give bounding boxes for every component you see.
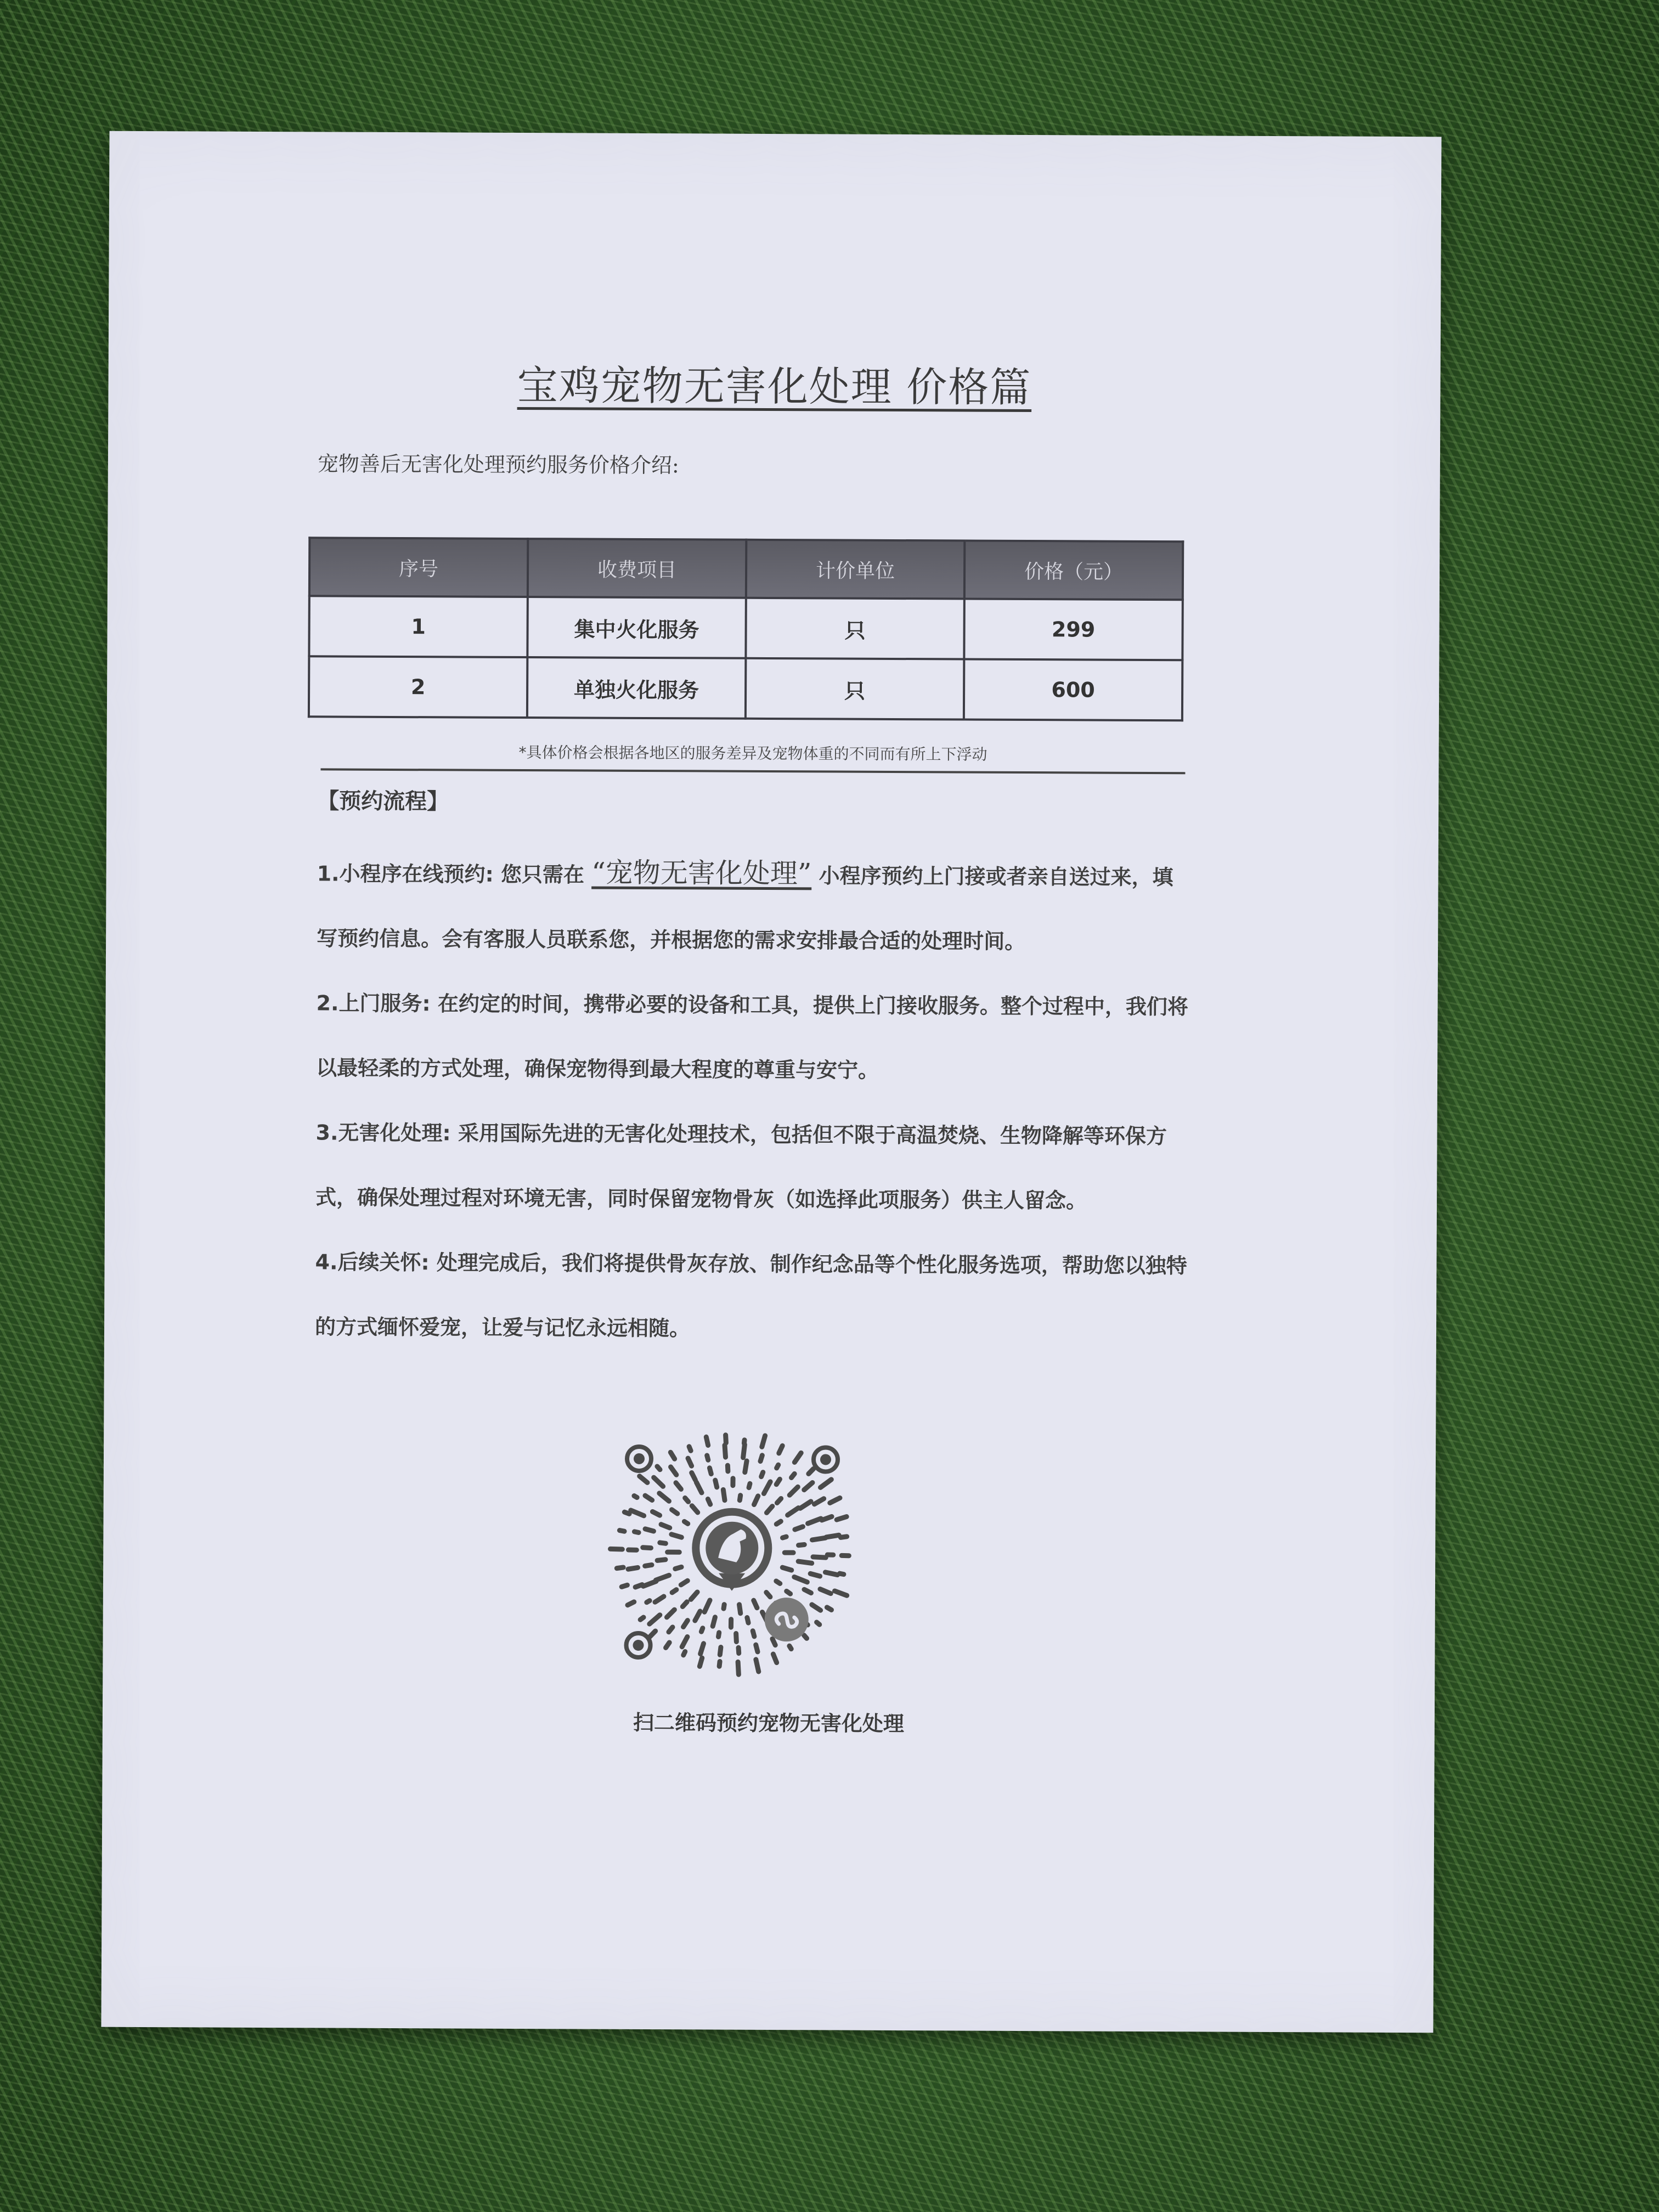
qr-dash — [684, 1651, 685, 1655]
table-row — [309, 656, 1182, 720]
qr-dash — [699, 1658, 702, 1666]
qr-dash — [812, 1605, 821, 1610]
qr-dash — [754, 1600, 757, 1608]
qr-dash — [628, 1602, 634, 1605]
qr-dash — [760, 1455, 762, 1462]
qr-dash — [718, 1633, 719, 1637]
qr-dash — [747, 1618, 748, 1623]
qr-dash — [634, 1532, 639, 1533]
qr-dash — [691, 1592, 697, 1599]
qr-dash — [739, 1605, 740, 1613]
qr-dash — [795, 1527, 803, 1530]
header-unit: 计价单位 — [746, 540, 964, 599]
qr-dash — [773, 1654, 776, 1663]
qr-dash — [789, 1487, 798, 1495]
qr-dash — [777, 1498, 781, 1503]
row-unit: 只 — [746, 658, 964, 720]
qr-dash — [647, 1601, 650, 1602]
qr-dash — [704, 1600, 710, 1612]
step-lead: 2.上门服务: — [316, 991, 431, 1016]
qr-dash — [695, 1611, 700, 1621]
qr-dash — [672, 1534, 681, 1537]
table-header-row — [309, 538, 1183, 600]
qr-dash — [670, 1452, 674, 1459]
qr-dash — [817, 1622, 820, 1624]
step-text: 小程序预约上门接或者亲自送过来，填写预约信息。会有客服人员联系您，并根据您的需求安排最合适的处理时间。 — [317, 863, 1173, 954]
qr-dash — [643, 1581, 656, 1586]
qr-dash — [688, 1458, 692, 1466]
document-title: 宝鸡宠物无害化处理 价格篇 — [517, 362, 1032, 412]
qr-dash — [624, 1512, 629, 1514]
qr-dash — [813, 1557, 826, 1558]
qr-dash — [685, 1498, 689, 1502]
qr-dash — [837, 1516, 847, 1520]
qr-dash — [798, 1561, 812, 1563]
qr-dash — [689, 1447, 691, 1451]
qr-dash — [826, 1535, 839, 1537]
header-no: 序号 — [309, 538, 528, 597]
qr-dash — [654, 1477, 663, 1486]
step-text: 您只需在 — [500, 861, 585, 887]
qr-dash — [657, 1560, 665, 1561]
qr-dash — [727, 1465, 728, 1471]
qr-dash — [788, 1508, 799, 1515]
process-step-2 — [316, 970, 1189, 1104]
step-text: 处理完成后，我们将提供骨灰存放、制作纪念品等个性化服务选项，帮助您以独特的方式缅怀爱宠，让爱与记忆永远相随。 — [314, 1250, 1187, 1341]
qr-dash — [766, 1506, 772, 1513]
qr-dash — [753, 1631, 754, 1637]
qr-dash — [764, 1482, 770, 1494]
qr-dash — [804, 1635, 806, 1639]
qr-dash — [684, 1521, 687, 1523]
qr-dash — [701, 1628, 703, 1632]
qr-dash — [810, 1573, 820, 1576]
qr-dash — [794, 1577, 808, 1582]
qr-dash — [669, 1627, 673, 1632]
printed-document — [101, 131, 1441, 2033]
qr-dash — [681, 1581, 687, 1585]
qr-dash — [840, 1537, 847, 1538]
row-item: 集中火化服务 — [527, 597, 746, 658]
qr-dash — [792, 1474, 795, 1477]
row-no: 2 — [309, 656, 527, 718]
qr-dash — [799, 1544, 805, 1545]
qr-finder-ring — [820, 1454, 831, 1465]
step-text: 采用国际先进的无害化处理技术，包括但不限于高温焚烧、生物降解等环保方式，确保处理过程对环境无害，同时保留宠物骨灰（如选择此项服务）供主人留念。 — [315, 1120, 1167, 1213]
qr-dash — [696, 1482, 702, 1493]
qr-dash — [619, 1531, 624, 1532]
row-price: 600 — [964, 659, 1182, 721]
qr-dash — [715, 1480, 717, 1487]
qr-dash — [628, 1567, 637, 1569]
mini-program-name: “宠物无害化处理” — [591, 856, 812, 890]
qr-dash — [834, 1591, 847, 1595]
qr-dash — [743, 1444, 745, 1458]
header-item: 收费项目 — [528, 539, 746, 598]
process-step-1 — [317, 839, 1189, 974]
qr-finder-ring — [634, 1453, 645, 1464]
qr-dash — [692, 1472, 696, 1480]
qr-dash — [830, 1498, 840, 1503]
qr-dash — [661, 1525, 670, 1528]
price-intro: 宠物善后无害化处理预约服务价格介绍: — [317, 452, 679, 478]
qr-dash — [640, 1617, 644, 1620]
qr-dash — [745, 1461, 747, 1472]
qr-dash — [776, 1521, 781, 1524]
qr-dash — [809, 1469, 814, 1474]
qr-dash — [650, 1615, 660, 1624]
step-lead: 4.后续关怀: — [315, 1250, 430, 1275]
qr-dash — [736, 1634, 737, 1642]
table-row — [309, 596, 1182, 660]
qr-dash — [650, 1631, 656, 1637]
qr-dash — [777, 1465, 778, 1468]
qr-dash — [756, 1660, 759, 1672]
row-item: 单独火化服务 — [527, 657, 746, 719]
qr-dash — [772, 1639, 775, 1645]
price-table — [308, 537, 1184, 721]
qr-dash — [794, 1453, 801, 1462]
qr-dash — [725, 1445, 726, 1457]
qr-dash — [652, 1511, 659, 1515]
qr-dash — [701, 1644, 704, 1654]
qr-dash — [617, 1567, 623, 1568]
qr-dash — [789, 1646, 791, 1649]
qr-dash — [827, 1607, 831, 1610]
qr-dash — [634, 1496, 637, 1498]
qr-finder-ring — [633, 1640, 644, 1651]
qr-dash — [761, 1472, 763, 1477]
qr-dash — [645, 1529, 653, 1531]
qr-dash — [749, 1483, 750, 1487]
step-text: 在约定的时间，携带必要的设备和工具，提供上门接收服务。整个过程中，我们将以最轻柔的方式处理，确保宠物得到最大程度的尊重与安宁。 — [316, 991, 1189, 1082]
process-step-4 — [315, 1229, 1188, 1363]
qr-dash — [779, 1446, 782, 1453]
qr-dash — [822, 1516, 832, 1520]
qr-dash — [635, 1584, 642, 1587]
qr-dash — [814, 1499, 823, 1504]
qr-dash — [667, 1610, 674, 1617]
qr-dash — [684, 1621, 688, 1627]
qr-dash — [676, 1483, 681, 1489]
qr-dash — [787, 1591, 791, 1594]
qr-dash — [672, 1590, 676, 1593]
step-lead: 1.小程序在线预约: — [317, 861, 494, 887]
qr-dash — [804, 1589, 811, 1593]
qr-dash — [709, 1468, 711, 1474]
qr-dash — [800, 1502, 811, 1509]
process-step-3 — [315, 1100, 1188, 1233]
mini-program-code-icon[interactable] — [605, 1426, 859, 1679]
step-lead: 3.无害化处理: — [315, 1120, 451, 1146]
qr-dash — [820, 1589, 831, 1594]
qr-dash — [708, 1499, 710, 1504]
qr-dash — [720, 1647, 721, 1655]
qr-dash — [738, 1647, 739, 1653]
qr-dash — [640, 1476, 647, 1483]
row-price: 299 — [964, 599, 1182, 661]
qr-dash — [631, 1510, 644, 1516]
qr-dash — [840, 1573, 844, 1574]
process-heading: 【预约流程】 — [317, 788, 449, 815]
qr-dash — [776, 1581, 780, 1584]
price-footnote: *具体价格会根据各地区的服务差异及宠物体重的不同而有所上下浮动 — [320, 740, 1185, 774]
qr-dash — [622, 1585, 627, 1587]
row-no: 1 — [309, 596, 527, 657]
qr-dash — [713, 1617, 715, 1626]
qr-dash — [821, 1480, 832, 1488]
qr-dash — [657, 1466, 660, 1470]
header-price: 价格（元） — [964, 541, 1183, 600]
qr-dash — [670, 1467, 676, 1475]
qr-dash — [766, 1593, 770, 1597]
qr-dash — [756, 1645, 758, 1652]
qr-dash — [672, 1510, 677, 1514]
qr-dash — [804, 1482, 812, 1489]
qr-dash — [782, 1537, 786, 1538]
qr-dash — [645, 1496, 652, 1500]
qr-dash — [776, 1479, 780, 1485]
qr-dash — [825, 1572, 837, 1575]
qr-dash — [812, 1538, 825, 1540]
qr-dash — [707, 1455, 708, 1460]
qr-dash — [719, 1661, 720, 1666]
qr-dash — [666, 1643, 670, 1648]
qr-dash — [754, 1496, 758, 1505]
qr-dash — [656, 1575, 669, 1580]
qr-dash — [655, 1596, 664, 1602]
row-unit: 只 — [746, 598, 964, 659]
qr-dash — [682, 1637, 687, 1646]
qr-dash — [659, 1493, 669, 1501]
qr-dash — [706, 1437, 708, 1445]
qr-dash — [682, 1602, 687, 1607]
qr-dash — [762, 1436, 765, 1447]
qr-dash — [782, 1567, 792, 1570]
booking-process — [315, 783, 1190, 1363]
qr-caption: 扫二维码预约宠物无害化处理 — [633, 1709, 904, 1736]
qr-dash — [692, 1506, 698, 1513]
qr-dash — [723, 1489, 725, 1500]
qr-dash — [808, 1519, 821, 1523]
qr-dash — [675, 1567, 681, 1568]
qr-dash — [645, 1565, 652, 1566]
